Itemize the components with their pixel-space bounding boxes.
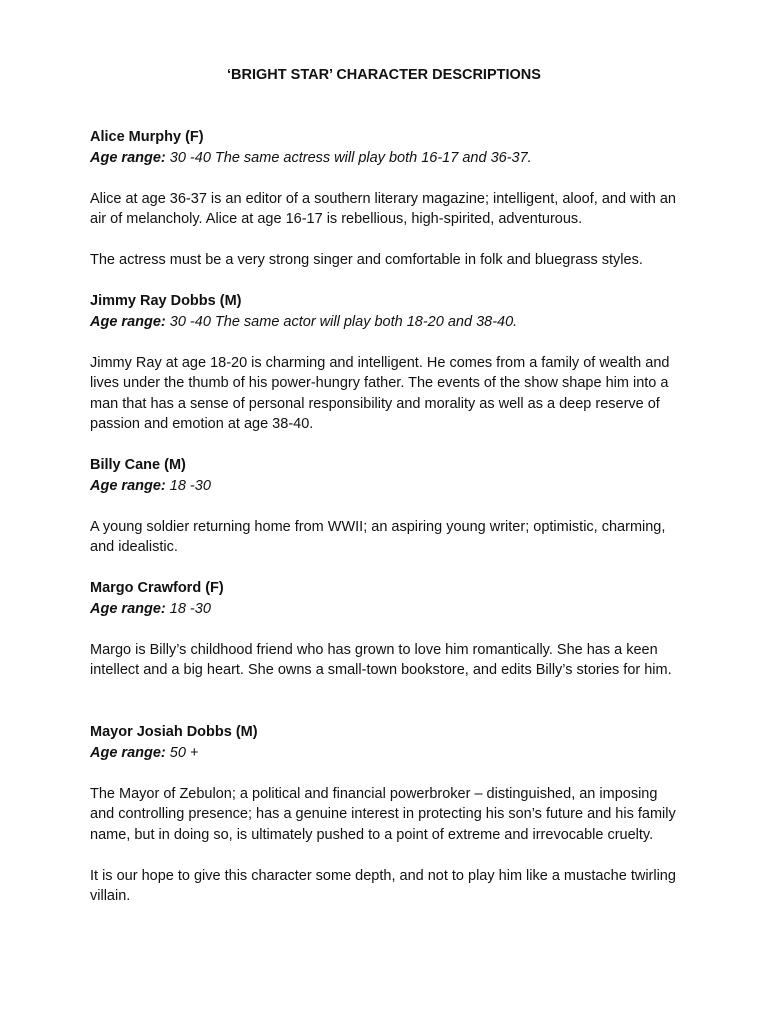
- age-range-line: [90, 743, 690, 764]
- age-range-label: Age range:: [90, 744, 166, 761]
- character-description: A young soldier returning home from WWII; an aspiring young writer; optimistic, charming, and idealistic.: [90, 518, 666, 555]
- age-range-value: 18 -30: [165, 600, 211, 617]
- character-section-margo-crawford: [90, 578, 690, 681]
- age-range-value: 50 +: [165, 744, 199, 761]
- document-title: ‘BRIGHT STAR’ CHARACTER DESCRIPTIONS: [227, 67, 541, 83]
- character-name: Margo Crawford (F): [90, 580, 224, 596]
- character-description: It is our hope to give this character some depth, and not to play him like a mustache twirling villain.: [90, 867, 676, 904]
- age-range-value: 18 -30: [165, 477, 211, 494]
- character-description: Jimmy Ray at age 18-20 is charming and intelligent. He comes from a family of wealth and lives under the thumb of his power-hungry father. The events of the show shape him into a man that has a sense of personal responsibility and morality as well as a deep reserve of passion and emotion at age 38-40.: [90, 354, 670, 432]
- character-section-mayor-josiah-dobbs: [90, 722, 690, 907]
- age-range-label: Age range:: [90, 477, 166, 494]
- character-description: The actress must be a very strong singer and comfortable in folk and bluegrass styles.: [90, 252, 643, 268]
- age-range-line: [90, 312, 690, 333]
- age-range-label: Age range:: [90, 313, 166, 330]
- age-range-line: [90, 476, 690, 497]
- character-section-jimmy-ray-dobbs: [90, 291, 690, 435]
- character-section-billy-cane: [90, 455, 690, 558]
- character-description: Margo is Billy’s childhood friend who has grown to love him romantically. She has a keen intellect and a big heart. She owns a small-town bookstore, and edits Billy’s stories for him.: [90, 641, 672, 678]
- character-name: Jimmy Ray Dobbs (M): [90, 293, 242, 309]
- age-range-value: 30 -40 The same actress will play both 16-17 and 36-37.: [165, 149, 532, 166]
- age-range-label: Age range:: [90, 149, 166, 166]
- character-description: The Mayor of Zebulon; a political and financial powerbroker – distinguished, an imposing and controlling presence; has a genuine interest in protecting his son’s future and his family name, but in doing so, is ultimately pushed to a point of extreme and irrevocable cruelty.: [90, 785, 676, 843]
- character-name: Alice Murphy (F): [90, 129, 204, 145]
- age-range-line: [90, 148, 690, 169]
- age-range-label: Age range:: [90, 600, 166, 617]
- character-name: Mayor Josiah Dobbs (M): [90, 724, 258, 740]
- character-description: Alice at age 36-37 is an editor of a southern literary magazine; intelligent, aloof, and with an air of melancholy. Alice at age 16-17 is rebellious, high-spirited, adventurous.: [90, 190, 676, 227]
- character-section-alice-murphy: [90, 127, 690, 271]
- age-range-value: 30 -40 The same actor will play both 18-20 and 38-40.: [165, 313, 518, 330]
- character-name: Billy Cane (M): [90, 457, 186, 473]
- age-range-line: [90, 599, 690, 620]
